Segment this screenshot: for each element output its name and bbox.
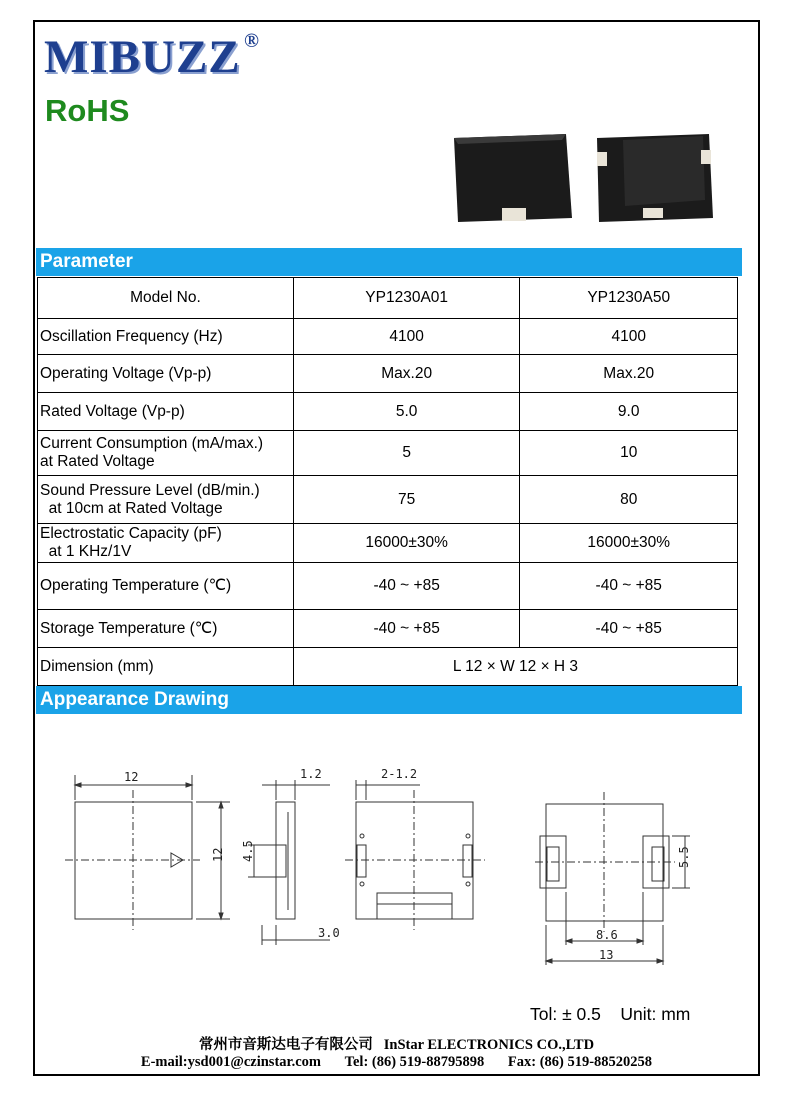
unit-value: Unit: mm — [620, 1004, 691, 1024]
table-row — [38, 610, 738, 648]
contact-line — [0, 1054, 793, 1071]
param-value-cell: 16000±30% — [293, 524, 520, 563]
header-cell: Model No. — [38, 278, 294, 319]
param-value-cell: 16000±30% — [520, 524, 738, 563]
table-row — [38, 563, 738, 610]
table-row — [38, 524, 738, 563]
param-value-cell: Max.20 — [293, 355, 520, 393]
param-value-cell: -40 ~ +85 — [293, 610, 520, 648]
param-value-cell: 4100 — [520, 319, 738, 355]
param-name-cell — [38, 431, 294, 476]
company-line — [0, 1033, 793, 1054]
param-value-cell: 10 — [520, 431, 738, 476]
dim-side-pin: 4.5 — [241, 840, 255, 862]
appearance-drawing — [40, 740, 700, 980]
dim-front-width: 12 — [124, 770, 139, 784]
parameter-section-title: Parameter — [36, 248, 742, 276]
dim-front-height: 12 — [211, 847, 225, 862]
table-row-dimension — [38, 648, 738, 686]
dimension-label: Dimension (mm) — [38, 648, 294, 686]
dim-side-thickness: 1.2 — [300, 767, 322, 781]
product-photo-top — [448, 130, 578, 226]
param-value-cell: 5 — [293, 431, 520, 476]
dim-back-pins: 2-1.2 — [381, 767, 418, 781]
param-name-line: Storage Temperature (℃) — [40, 619, 218, 637]
param-name-cell — [38, 476, 294, 524]
table-row — [38, 355, 738, 393]
param-name-line: Electrostatic Capacity (pF) — [40, 525, 222, 542]
tolerance-value: Tol: ± 0.5 — [530, 1004, 601, 1024]
param-value-cell: -40 ~ +85 — [520, 563, 738, 610]
appearance-section-title: Appearance Drawing — [36, 686, 742, 714]
fax-text: Fax: (86) 519-88520258 — [507, 1054, 653, 1070]
param-value-cell: 80 — [520, 476, 738, 524]
param-name-cell — [38, 319, 294, 355]
email-text: E-mail:ysd001@czinstar.com — [140, 1054, 322, 1070]
company-name-en: InStar ELECTRONICS CO.,LTD — [383, 1037, 595, 1053]
dim-bottom-width: 13 — [599, 948, 614, 962]
registered-mark: ® — [244, 30, 259, 52]
dim-bottom-height: 5.5 — [677, 846, 691, 868]
table-row — [38, 431, 738, 476]
param-name-line: Rated Voltage (Vp-p) — [40, 402, 185, 420]
param-value-cell: -40 ~ +85 — [520, 610, 738, 648]
param-name-cell — [38, 524, 294, 563]
param-name-cell — [38, 393, 294, 431]
table-header-row — [38, 278, 738, 319]
param-value-cell: 75 — [293, 476, 520, 524]
param-name-line: Current Consumption (mA/max.) — [40, 435, 264, 452]
param-value-cell: -40 ~ +85 — [293, 563, 520, 610]
parameter-table — [37, 277, 738, 686]
product-photo-bottom — [593, 130, 718, 226]
tel-text: Tel: (86) 519-88795898 — [344, 1054, 485, 1070]
param-name-line: Operating Voltage (Vp-p) — [40, 364, 212, 382]
param-name-line: Oscillation Frequency (Hz) — [40, 327, 223, 345]
param-name-line: at Rated Voltage — [40, 453, 155, 470]
param-name-line: at 10cm at Rated Voltage — [40, 499, 223, 517]
param-name-cell — [38, 563, 294, 610]
table-row — [38, 393, 738, 431]
tolerance-note — [530, 1004, 690, 1025]
param-value-cell: 5.0 — [293, 393, 520, 431]
table-row — [38, 476, 738, 524]
param-name-line: at 1 KHz/1V — [40, 543, 132, 560]
param-name-cell — [38, 610, 294, 648]
dim-side-depth: 3.0 — [318, 926, 340, 940]
param-name-line: Operating Temperature (℃) — [40, 577, 232, 594]
param-value-cell: 9.0 — [520, 393, 738, 431]
param-name-line: Sound Pressure Level (dB/min.) — [40, 481, 260, 499]
table-row — [38, 319, 738, 355]
brand-logo: MIBUZZ — [44, 31, 241, 83]
header-cell: YP1230A01 — [293, 278, 520, 319]
dimension-value: L 12 × W 12 × H 3 — [293, 648, 737, 686]
header-cell: YP1230A50 — [520, 278, 738, 319]
rohs-label: RoHS — [45, 93, 130, 128]
company-name-cn: 常州市音斯达电子有限公司 — [198, 1037, 373, 1053]
param-value-cell: Max.20 — [520, 355, 738, 393]
param-name-cell — [38, 355, 294, 393]
dim-bottom-inner: 8.6 — [596, 928, 618, 942]
param-value-cell: 4100 — [293, 319, 520, 355]
